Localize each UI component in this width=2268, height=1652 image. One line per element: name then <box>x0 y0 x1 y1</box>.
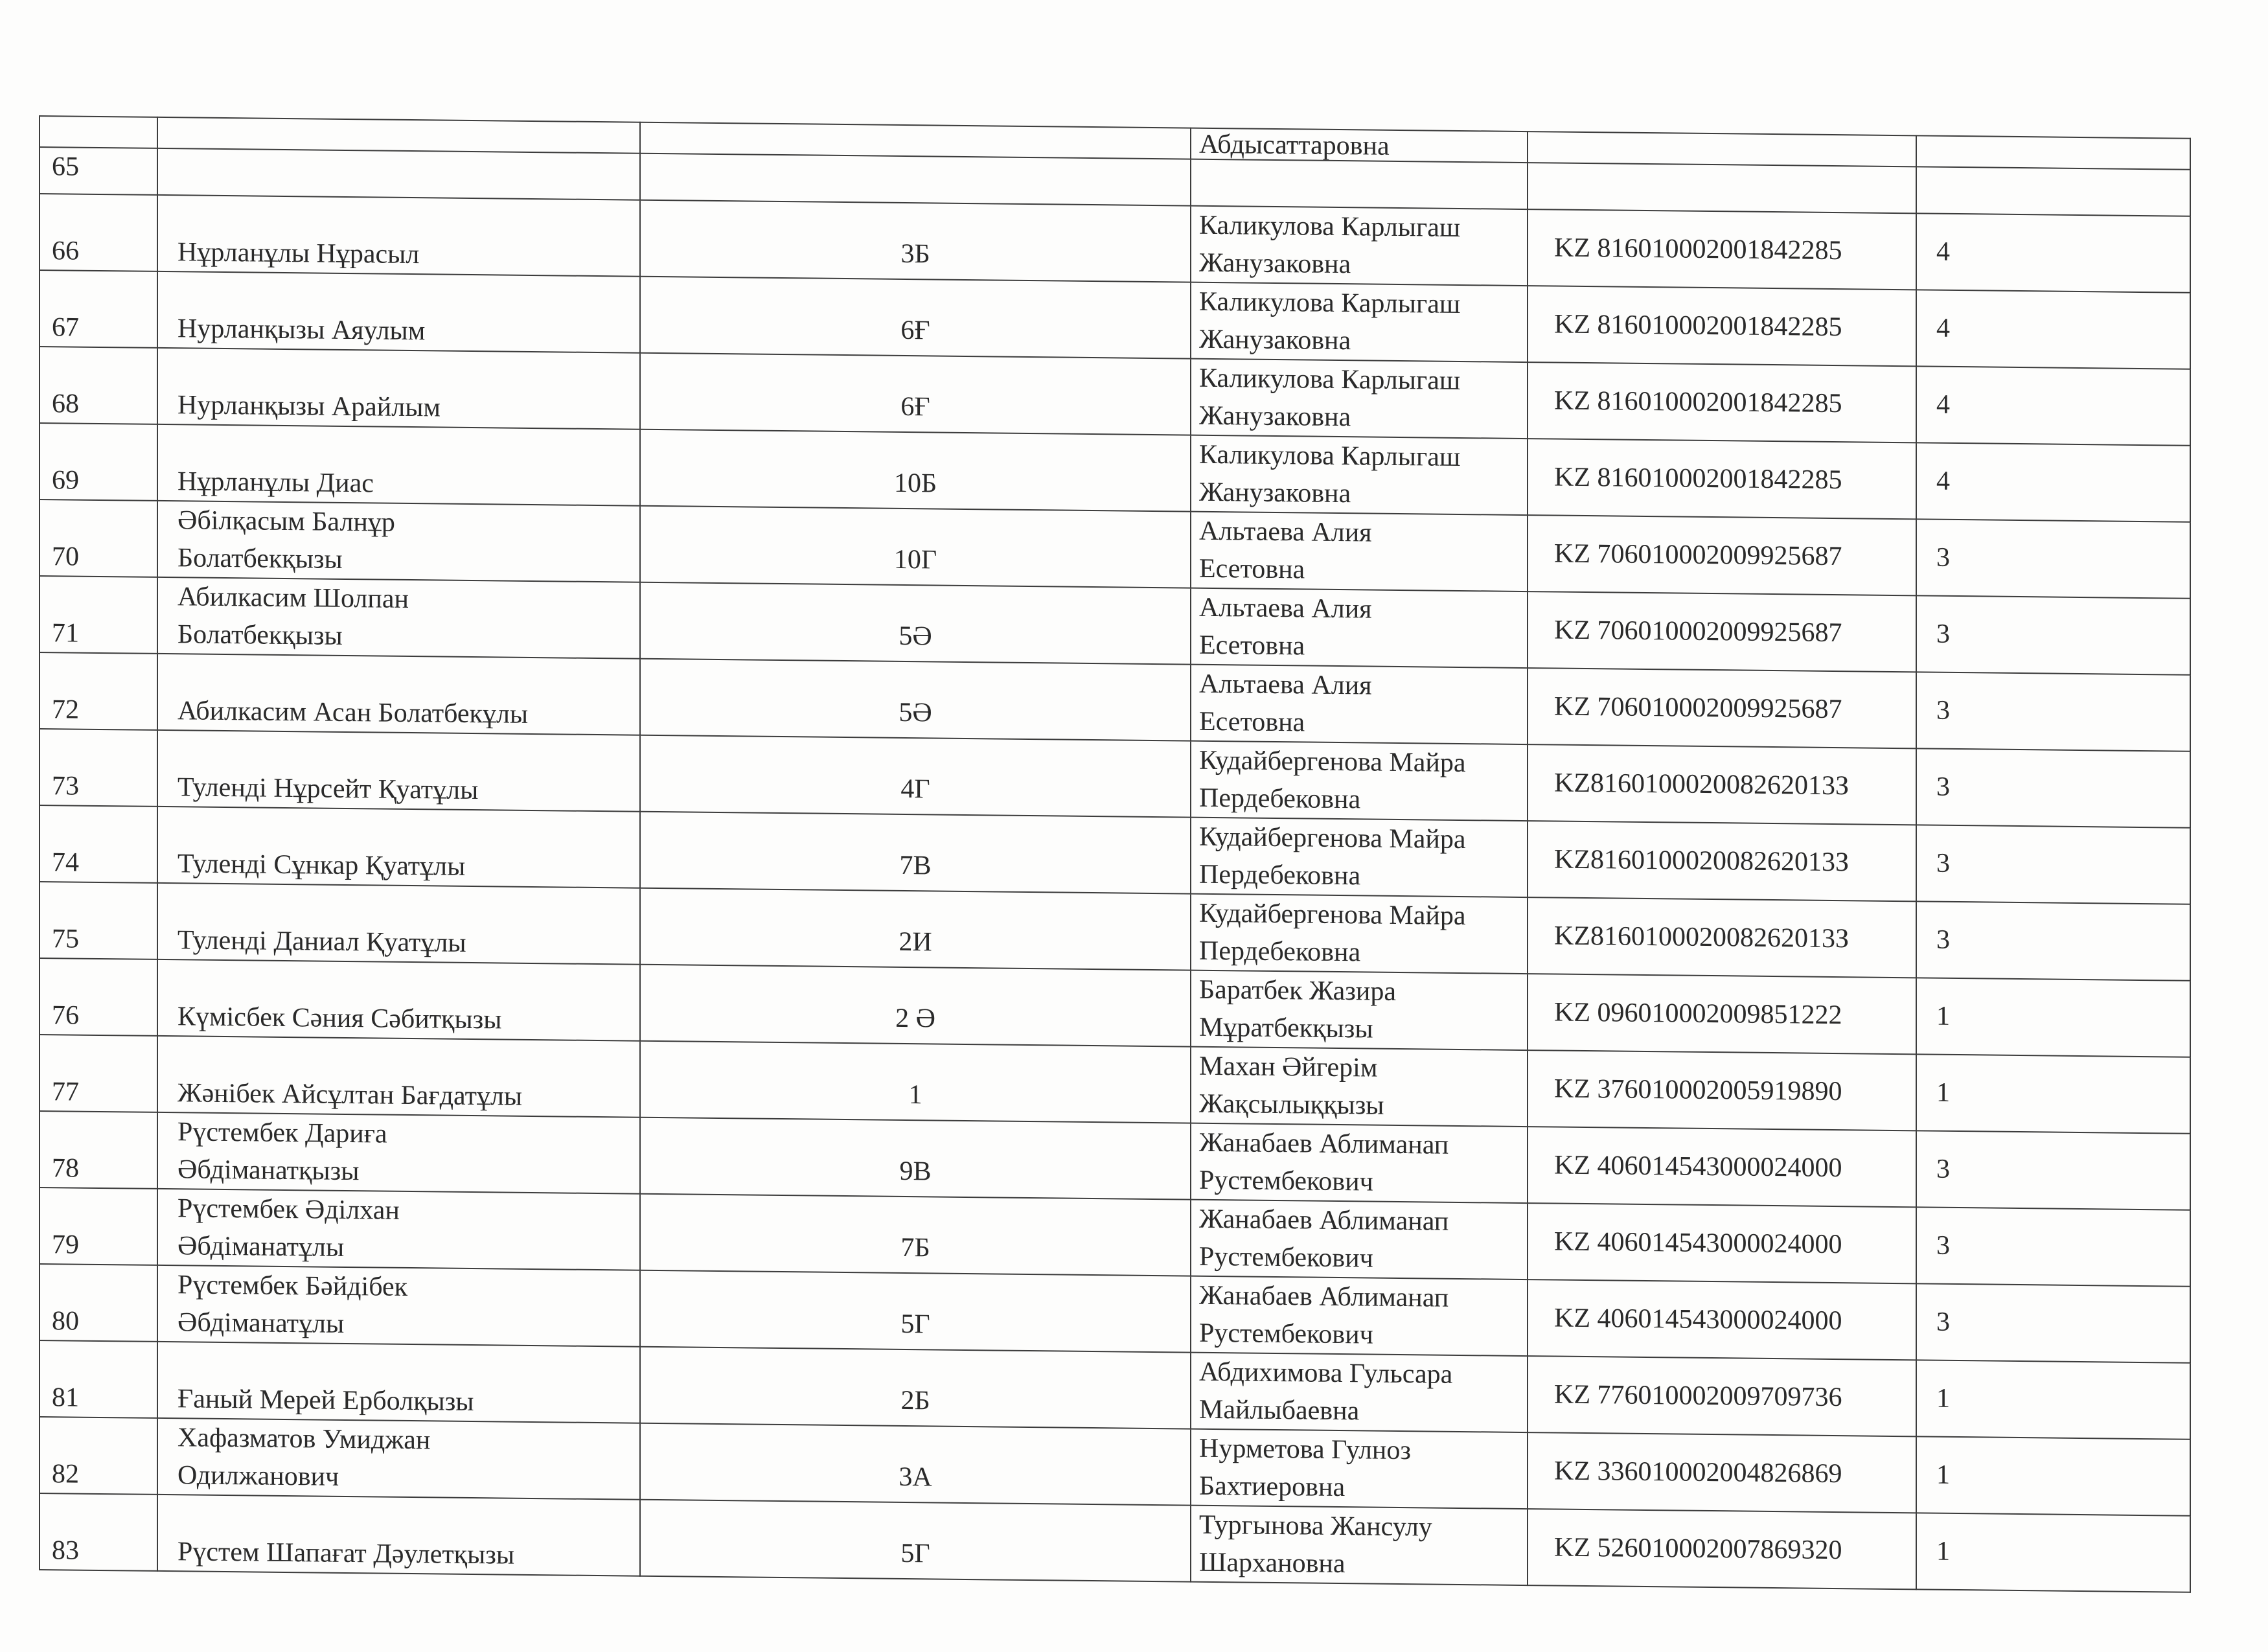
cell-number: 76 <box>40 958 157 1036</box>
cell-class: 5Г <box>640 1500 1191 1582</box>
cell-parent-name <box>1191 1353 1528 1432</box>
cell-count: 1 <box>1916 1360 2190 1439</box>
cell-parent-name <box>1191 588 1528 668</box>
cell-student-name <box>157 117 640 154</box>
parent-name-line: Каликулова Карлыгаш <box>1199 363 1461 396</box>
cell-iban <box>1528 132 1916 166</box>
cell-student-name <box>157 348 640 430</box>
cell-student-name <box>157 1189 640 1270</box>
parent-name-line: Каликулова Карлыгаш <box>1199 439 1461 472</box>
parent-name-line: Есетовна <box>1199 630 1305 661</box>
cell-parent-name <box>1191 359 1528 439</box>
cell-number: 78 <box>40 1111 157 1189</box>
cell-count: 1 <box>1916 1436 2190 1515</box>
parent-name-line: Жанузаковна <box>1199 477 1351 509</box>
cell-student-name <box>157 654 640 735</box>
cell-parent-name <box>1191 282 1528 362</box>
student-name-line: Рүстембек Әділхан <box>178 1193 400 1226</box>
cell-count: 1 <box>1916 1513 2190 1592</box>
parent-name-line: Каликулова Карлыгаш <box>1199 210 1461 243</box>
cell-iban: KZ 406014543000024000 <box>1528 1279 1916 1360</box>
cell-class: 9В <box>640 1118 1191 1200</box>
cell-count: 3 <box>1916 1130 2190 1210</box>
cell-number: 66 <box>40 194 157 271</box>
cell-class: 5Ә <box>640 582 1191 665</box>
student-name-line: Абилкасим Асан Болатбекұлы <box>178 696 529 729</box>
cell-count: 3 <box>1916 1207 2190 1286</box>
cell-class <box>640 154 1191 206</box>
parent-name-line: Пердебековна <box>1199 859 1361 891</box>
parent-name-line: Кудайбергенова Майра <box>1199 745 1466 779</box>
student-name-line: Туленді Нұрсейт Қуатұлы <box>178 772 479 806</box>
parent-name-line: Баратбек Жазира <box>1199 974 1396 1007</box>
cell-parent-name <box>1191 1047 1528 1127</box>
cell-class: 4Г <box>640 735 1191 818</box>
student-name-line: Нурланқызы Арайлым <box>178 390 441 423</box>
cell-parent-name <box>1191 159 1528 209</box>
parent-name-line: Махан Әйгерім <box>1199 1051 1378 1083</box>
cell-number: 70 <box>40 499 157 577</box>
cell-parent-name <box>1191 818 1528 897</box>
cell-parent-name <box>1191 894 1528 974</box>
parent-name-line: Жанабаев Аблиманап <box>1199 1204 1449 1237</box>
student-name-line: Хафазматов Умиджан <box>178 1423 431 1456</box>
student-name-line: Ғаный Мерей Ерболқызы <box>178 1384 474 1417</box>
cell-number: 69 <box>40 423 157 501</box>
parent-name-line: Тургынова Жансулу <box>1199 1509 1432 1543</box>
cell-number: 71 <box>40 576 157 654</box>
parent-name-line: Жанузаковна <box>1199 324 1351 356</box>
parent-name-line: Жанузаковна <box>1199 247 1351 280</box>
cell-number: 81 <box>40 1340 157 1418</box>
cell-count <box>1916 166 2190 216</box>
cell-count: 1 <box>1916 978 2190 1057</box>
parent-name-line: Кудайбергенова Майра <box>1199 821 1466 855</box>
cell-student-name <box>157 1342 640 1423</box>
cell-count: 3 <box>1916 825 2190 904</box>
parent-name-line: Мұратбекқызы <box>1199 1012 1373 1044</box>
cell-class: 2И <box>640 888 1191 970</box>
cell-class: 7Б <box>640 1194 1191 1276</box>
cell-iban <box>1528 163 1916 213</box>
student-name-line: Нұрланұлы Нұрасыл <box>178 237 420 270</box>
parent-name-line: Жанузаковна <box>1199 400 1351 433</box>
cell-student-name <box>157 195 640 277</box>
student-name-line: Абилкасим Шолпан <box>178 582 409 614</box>
cell-count <box>1916 135 2190 169</box>
cell-parent-name <box>1191 206 1528 286</box>
parent-name-line: Бахтиеровна <box>1199 1471 1346 1503</box>
cell-count: 3 <box>1916 595 2190 674</box>
cell-class: 6Ғ <box>640 277 1191 359</box>
cell-student-name <box>157 730 640 812</box>
cell-class: 2Б <box>640 1347 1191 1429</box>
cell-count: 3 <box>1916 748 2190 827</box>
student-name-line: Нурланқызы Аяулым <box>178 314 426 347</box>
parent-name-line: Рустембекович <box>1199 1318 1373 1350</box>
student-name-line: Әбілқасым Балнұр <box>178 505 395 538</box>
student-name-line: Әбдіманатқызы <box>178 1154 360 1187</box>
cell-count: 4 <box>1916 442 2190 522</box>
cell-student-name <box>157 807 640 888</box>
cell-parent-name <box>1191 665 1528 744</box>
cell-iban: KZ 706010002009925687 <box>1528 515 1916 595</box>
cell-student-name <box>157 271 640 353</box>
cell-iban: KZ816010002008262013З <box>1528 821 1916 901</box>
parent-name-line: Рустембекович <box>1199 1165 1373 1197</box>
cell-number: 74 <box>40 805 157 883</box>
cell-class: 3Б <box>640 200 1191 282</box>
cell-class: 5Ә <box>640 659 1191 741</box>
cell-count: 4 <box>1916 366 2190 445</box>
cell-iban: KZ 816010002001842285 <box>1528 439 1916 519</box>
parent-name-line: Жанабаев Аблиманап <box>1199 1127 1449 1160</box>
parent-name-line: Шархановна <box>1199 1547 1346 1579</box>
parent-name-line: Каликулова Карлыгаш <box>1199 286 1461 319</box>
cell-number: 72 <box>40 652 157 730</box>
parent-name-line: Альтаева Алия <box>1199 516 1372 548</box>
cell-number: 83 <box>40 1493 157 1571</box>
cell-number: 82 <box>40 1417 157 1495</box>
student-name-line: Жәнібек Айсұлтан Бағдатұлы <box>178 1078 523 1112</box>
cell-iban: KZ 706010002009925687 <box>1528 668 1916 748</box>
parent-name-line: Жанабаев Аблиманап <box>1199 1280 1449 1313</box>
cell-student-name <box>157 577 640 659</box>
cell-parent-name <box>1191 1276 1528 1356</box>
cell-count: 4 <box>1916 213 2190 292</box>
cell-parent-name <box>1191 1429 1528 1509</box>
parent-name-line: Альтаева Алия <box>1199 592 1372 625</box>
cell-class: 7В <box>640 812 1191 894</box>
cell-iban: KZ 376010002005919890 <box>1528 1050 1916 1130</box>
student-name-line: Рүстем Шапағат Дәулетқызы <box>178 1537 515 1570</box>
cell-class: 10Б <box>640 430 1191 512</box>
cell-iban: KZ 526010002007869320 <box>1528 1509 1916 1589</box>
cell-class: 2 Ә <box>640 965 1191 1047</box>
parent-name-line: Нурметова Гулноз <box>1199 1433 1411 1466</box>
cell-parent-name <box>1191 970 1528 1050</box>
student-name-line: Туленді Даниал Қуатұлы <box>178 925 466 958</box>
cell-number <box>40 116 157 148</box>
cell-parent-name <box>1191 1200 1528 1279</box>
parent-name-line: Жақсылыққызы <box>1199 1088 1384 1121</box>
cell-number: 65 <box>40 147 157 195</box>
student-name-line: Әбдіманатұлы <box>178 1307 345 1339</box>
cell-iban: KZ 406014543000024000 <box>1528 1203 1916 1283</box>
cell-count: 3 <box>1916 672 2190 751</box>
student-name-line: Туленді Сұнкар Қуатұлы <box>178 849 466 882</box>
cell-parent-name <box>1191 1506 1528 1585</box>
cell-parent-name <box>1191 512 1528 591</box>
student-name-line: Рүстембек Бәйдібек <box>178 1270 408 1302</box>
cell-parent-name: Абдысаттаровна <box>1191 128 1528 163</box>
cell-iban: KZ 706010002009925687 <box>1528 591 1916 672</box>
cell-iban: KZ 336010002004826869 <box>1528 1432 1916 1513</box>
cell-iban: KZ 816010002001842285 <box>1528 362 1916 442</box>
parent-name-line: Майлыбаевна <box>1199 1394 1360 1427</box>
cell-parent-name <box>1191 1123 1528 1203</box>
parent-name-line: Есетовна <box>1199 553 1305 585</box>
cell-class: 10Г <box>640 506 1191 588</box>
cell-number: 79 <box>40 1187 157 1265</box>
cell-iban: KZ 096010002009851222 <box>1528 974 1916 1054</box>
payment-table <box>39 115 2190 1596</box>
cell-student-name <box>157 424 640 506</box>
cell-student-name <box>157 501 640 582</box>
student-name-line: Күмісбек Сәния Сәбитқызы <box>178 1002 502 1035</box>
cell-class: 5Г <box>640 1270 1191 1353</box>
cell-iban: KZ 816010002001842285 <box>1528 209 1916 290</box>
cell-student-name <box>157 1112 640 1194</box>
student-name-line: Рүстембек Дариға <box>178 1117 387 1149</box>
cell-number: 77 <box>40 1035 157 1112</box>
cell-iban: KZ 816010002001842285 <box>1528 286 1916 366</box>
parent-name-line: Абдихимова Гульсара <box>1199 1357 1453 1390</box>
cell-student-name <box>157 1036 640 1118</box>
cell-iban: KZ 406014543000024000 <box>1528 1127 1916 1207</box>
cell-class: 1 <box>640 1041 1191 1123</box>
parent-name-line: Пердебековна <box>1199 783 1361 815</box>
cell-number: 75 <box>40 882 157 959</box>
student-name-line: Одилжанович <box>178 1460 339 1492</box>
cell-student-name <box>157 959 640 1041</box>
parent-name-line: Альтаева Алия <box>1199 669 1372 701</box>
cell-student-name <box>157 148 640 200</box>
student-name-line: Болатбекқызы <box>178 543 343 575</box>
cell-iban: KZ816010002008262013З <box>1528 744 1916 825</box>
cell-count: 3 <box>1916 901 2190 980</box>
student-name-line: Нұрланұлы Диас <box>178 466 374 499</box>
parent-name-line: Пердебековна <box>1199 935 1361 968</box>
parent-name-line: Рустембекович <box>1199 1241 1373 1274</box>
cell-number: 80 <box>40 1264 157 1342</box>
cell-count: 3 <box>1916 1283 2190 1362</box>
cell-class: 3А <box>640 1423 1191 1506</box>
cell-student-name <box>157 1418 640 1500</box>
cell-parent-name <box>1191 741 1528 821</box>
cell-class: 6Ғ <box>640 353 1191 435</box>
cell-student-name <box>157 883 640 965</box>
cell-count: 1 <box>1916 1054 2190 1133</box>
cell-number: 73 <box>40 729 157 807</box>
student-name-line: Болатбекқызы <box>178 619 343 651</box>
cell-student-name <box>157 1495 640 1576</box>
cell-number: 67 <box>40 270 157 348</box>
cell-number: 68 <box>40 347 157 424</box>
parent-name-line: Есетовна <box>1199 706 1305 738</box>
parent-name-line: Кудайбергенова Майра <box>1199 898 1466 932</box>
cell-count: 3 <box>1916 519 2190 598</box>
cell-iban: KZ816010002008262013З <box>1528 897 1916 978</box>
student-name-line: Әбдіманатұлы <box>178 1231 345 1263</box>
cell-parent-name <box>1191 435 1528 515</box>
cell-count: 4 <box>1916 290 2190 369</box>
cell-student-name <box>157 1265 640 1347</box>
cell-iban: KZ 776010002009709736 <box>1528 1356 1916 1436</box>
